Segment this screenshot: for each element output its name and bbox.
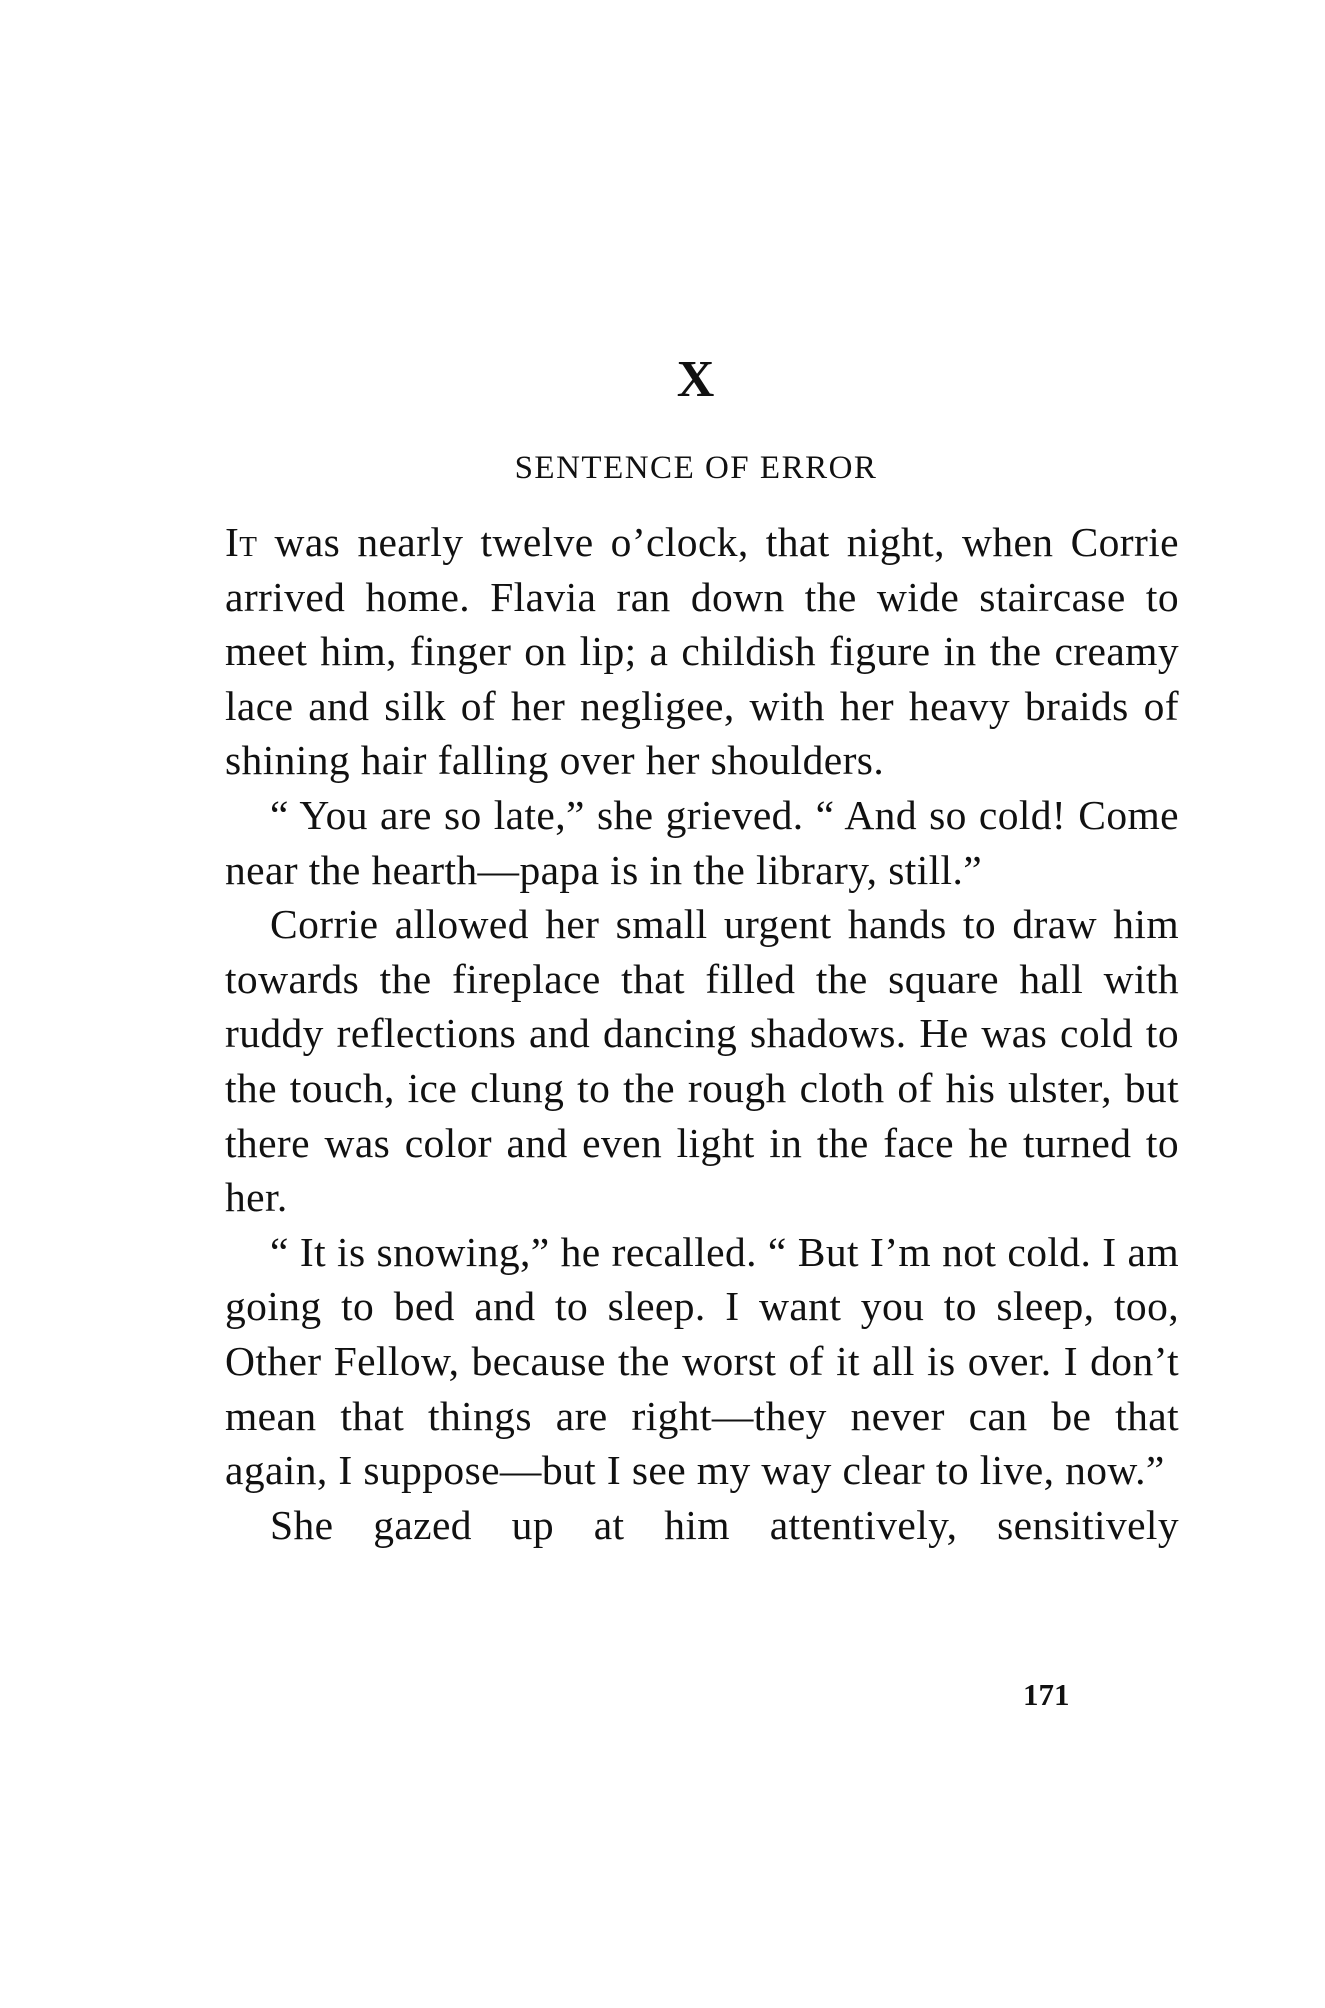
page-number: 171 (1023, 1677, 1070, 1712)
chapter-title: SENTENCE OF ERROR (514, 450, 878, 486)
body-text (225, 515, 1179, 1552)
paragraph: Corrie allowed her small urgent hands to draw him towards the fireplace that filled the square hall with ruddy reflections and dancing shadows. He was cold to the touch, ice clung to the rough cloth of his ulster, but there was color and even light in the face he turned to her. (225, 901, 1179, 1221)
paragraph: “ You are so late,” she grieved. “ And so cold! Come near the hearth—papa is in the library, still.” (225, 791, 1179, 893)
paragraph: She gazed up at him attentively, sensitively (270, 1501, 1179, 1548)
chapter-number: X (676, 351, 716, 408)
opening-word: It (225, 519, 258, 565)
paragraph: “ It is snowing,” he recalled. “ But I’m not cold. I am going to bed and to sleep. I want you to sleep, too, Other Fellow, because the worst of it all is over. I don’t mean that things are right—they never can be that again, I suppose—but I see my way clear to live, now.” (225, 1228, 1179, 1494)
paragraph-text: was nearly twelve o’clock, that night, when Corrie arrived home. Flavia ran down the wide staircase to meet him, finger on lip; a childish figure in the creamy lace and silk of her negligee, with her heavy braids of shining hair falling over her shoulders. (225, 519, 1179, 784)
paragraph (225, 515, 1179, 788)
